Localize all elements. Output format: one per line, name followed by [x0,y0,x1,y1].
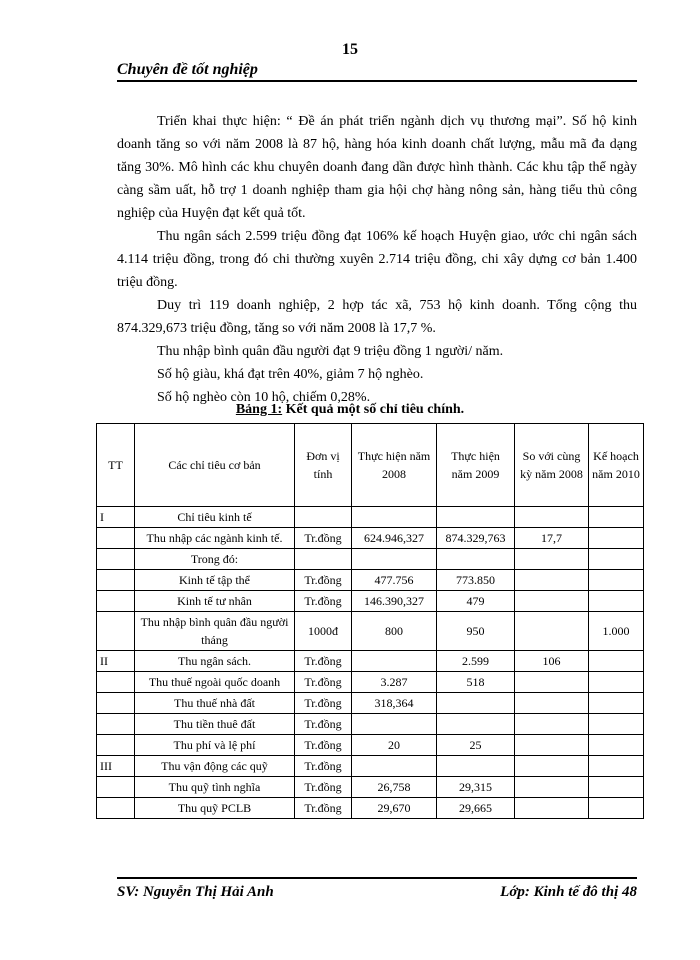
table-cell: Trong đó: [135,549,295,570]
table-cell [97,672,135,693]
table-cell [437,549,515,570]
table-cell [97,693,135,714]
table-cell: 2.599 [437,651,515,672]
table-cell [437,507,515,528]
table-row [97,777,644,798]
table-cell: Thu thuế nhà đất [135,693,295,714]
table-cell: Thu tiền thuê đất [135,714,295,735]
table-row [97,549,644,570]
footer-rule [117,877,637,879]
table-row [97,507,644,528]
table-cell [352,714,437,735]
table-cell: 1.000 [589,612,644,651]
table-cell: 26,758 [352,777,437,798]
header-rule [117,80,637,82]
table-cell: 950 [437,612,515,651]
table-row [97,651,644,672]
table-cell [589,798,644,819]
table-cell [515,714,589,735]
table-cell: Tr.đồng [295,651,352,672]
table-cell [515,549,589,570]
table-cell: 29,670 [352,798,437,819]
table-cell: 29,665 [437,798,515,819]
table-cell [515,507,589,528]
table-cell: 3.287 [352,672,437,693]
table-cell: Tr.đồng [295,735,352,756]
table-cell: 29,315 [437,777,515,798]
table-cell [589,570,644,591]
footer-student: SV: Nguyễn Thị Hải Anh [117,884,274,900]
table-cell [589,672,644,693]
paragraph: Thu nhập bình quân đầu người đạt 9 triệu đồng 1 người/ năm. [157,344,504,359]
header-cell: So với cùng kỳ năm 2008 [515,424,589,507]
table-cell: 624.946,327 [352,528,437,549]
paragraph: Thu ngân sách 2.599 triệu đồng đạt 106% kế hoạch Huyện giao, ước chi ngân sách 4.114 triệu đồng, trong đó chi thường xuyên 2.714 triệu đồng, chi xây dựng cơ bản 1.400 triệu đồng. [117,229,637,290]
table-cell: Tr.đồng [295,693,352,714]
table-cell [589,756,644,777]
table-cell: 20 [352,735,437,756]
table-cell [437,693,515,714]
table-cell [352,507,437,528]
table-cell: 874.329,763 [437,528,515,549]
table-cell [515,612,589,651]
table-cell [437,714,515,735]
table-cell [352,756,437,777]
table-cell: Thu phí và lệ phí [135,735,295,756]
paragraph: Duy trì 119 doanh nghiệp, 2 hợp tác xã, 753 hộ kinh doanh. Tổng cộng thu 874.329,673 triệu đồng, tăng so với năm 2008 là 17,7 %. [117,298,637,336]
table-cell [97,714,135,735]
table-cell [295,507,352,528]
table-cell: 1000đ [295,612,352,651]
table-cell: Thu nhập các ngành kinh tế. [135,528,295,549]
header-cell: Đơn vị tính [295,424,352,507]
header-cell: Kế hoạch năm 2010 [589,424,644,507]
header-cell: TT [97,424,135,507]
table-cell [589,777,644,798]
table-cell [97,798,135,819]
table-cell [589,693,644,714]
table-row [97,612,644,651]
table-row [97,735,644,756]
table-cell: III [97,756,135,777]
table-cell: Thu ngân sách. [135,651,295,672]
table-cell: Thu thuế ngoài quốc doanh [135,672,295,693]
table-cell [515,693,589,714]
table-cell [97,549,135,570]
table-cell [589,591,644,612]
table-cell [589,507,644,528]
page-number: 15 [342,41,358,58]
table-cell [589,735,644,756]
table-cell: Kinh tế tư nhân [135,591,295,612]
table-cell: I [97,507,135,528]
table-cell: Kinh tế tập thể [135,570,295,591]
table-row [97,714,644,735]
table-header-row [97,424,644,507]
table-cell [97,735,135,756]
header-cell: Thực hiện năm 2008 [352,424,437,507]
table-cell [589,528,644,549]
table-cell: 518 [437,672,515,693]
table-cell [589,714,644,735]
table-cell [515,570,589,591]
table-row [97,591,644,612]
table-cell: Tr.đồng [295,777,352,798]
table-row [97,528,644,549]
table-cell: Chỉ tiêu kinh tế [135,507,295,528]
table-cell: Tr.đồng [295,591,352,612]
table-row [97,756,644,777]
table-row [97,570,644,591]
table-body [97,507,644,819]
table-cell: Thu quỹ tình nghĩa [135,777,295,798]
table-cell: II [97,651,135,672]
table-cell: 477.756 [352,570,437,591]
table-cell [97,528,135,549]
body-text [117,110,637,409]
table-cell: Tr.đồng [295,714,352,735]
results-table [96,423,644,819]
table-cell: Tr.đồng [295,528,352,549]
table-cell: 17,7 [515,528,589,549]
table-cell [97,612,135,651]
table-cell: Tr.đồng [295,756,352,777]
table-cell [515,672,589,693]
table-caption-text: Kết quả một số chỉ tiêu chính. [282,402,465,417]
table-cell [515,735,589,756]
table-cell: 146.390,327 [352,591,437,612]
table-cell [437,756,515,777]
header-cell: Các chỉ tiêu cơ bản [135,424,295,507]
table-cell: 800 [352,612,437,651]
table-cell: Tr.đồng [295,798,352,819]
table-cell: 106 [515,651,589,672]
table-cell: 773.850 [437,570,515,591]
header-title: Chuyên đề tốt nghiệp [117,61,258,78]
table-cell: Thu quỹ PCLB [135,798,295,819]
table-cell [589,651,644,672]
footer-class: Lớp: Kinh tế đô thị 48 [500,884,637,900]
table-cell: 25 [437,735,515,756]
table-cell: Tr.đồng [295,570,352,591]
table-cell [97,777,135,798]
table-cell: 479 [437,591,515,612]
table-cell [515,798,589,819]
paragraph: Số hộ nghèo còn 10 hộ, chiếm 0,28%. [157,390,371,405]
table-cell: 318,364 [352,693,437,714]
header-cell: Thực hiện năm 2009 [437,424,515,507]
table-cell [515,777,589,798]
table-cell [515,756,589,777]
table-cell [515,591,589,612]
table-cell [352,651,437,672]
table-caption-label: Bảng 1: [235,402,283,417]
table-caption [0,402,700,418]
table-cell [97,570,135,591]
table-cell: Thu nhập bình quân đầu người tháng [135,612,295,651]
paragraph: Triển khai thực hiện: “ Đề án phát triển ngành dịch vụ thương mại”. Số hộ kinh doanh tăng so với năm 2008 là 87 hộ, hàng hóa kinh doanh chất lượng, mẫu mã đa dạng tăng 30%. Mô hình các khu chuyên doanh đang dần được hình thành. Các khu tập thể ngày càng sầm uất, hỗ trợ 1 doanh nghiệp tham gia hội chợ hàng nông sản, hàng tiểu thủ công nghiệp của Huyện đạt kết quả tốt. [117,114,637,221]
table-cell [295,549,352,570]
table-cell: Thu vận động các quỹ [135,756,295,777]
table-row [97,798,644,819]
paragraph: Số hộ giàu, khá đạt trên 40%, giảm 7 hộ nghèo. [157,367,424,382]
table-row [97,693,644,714]
table-cell [589,549,644,570]
table-cell [97,591,135,612]
table-cell: Tr.đồng [295,672,352,693]
table-row [97,672,644,693]
table-cell [352,549,437,570]
